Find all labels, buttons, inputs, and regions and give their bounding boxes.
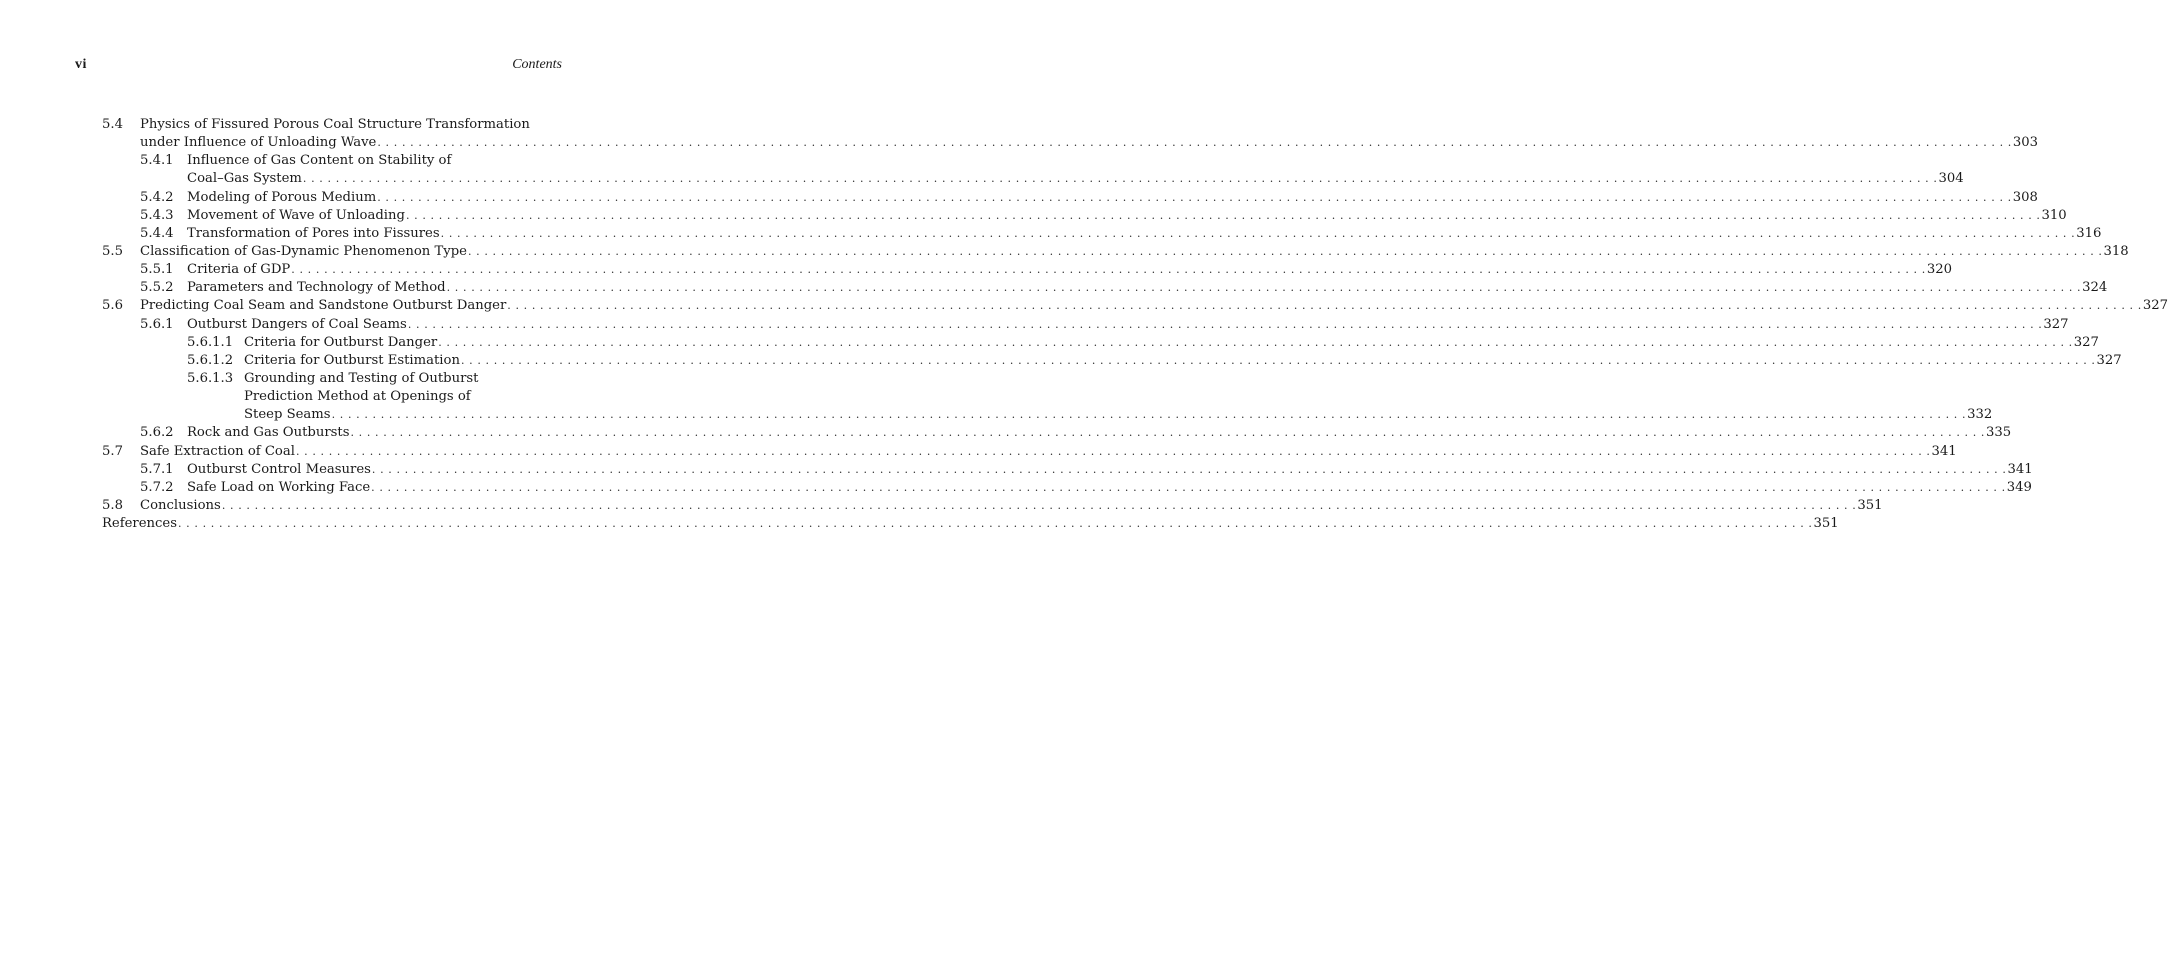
toc-entry-title-line [102, 515, 1839, 533]
toc-entry-title-line [140, 497, 1883, 515]
toc-entry-page: 335 [1986, 425, 2012, 441]
toc-entry-title-line [140, 297, 2168, 315]
toc-entry-title-line [244, 388, 562, 406]
toc-entry-line [102, 497, 1883, 515]
toc-entry-page: 320 [1926, 262, 1953, 278]
toc-entry-line [102, 134, 2039, 152]
toc-entry-line [102, 424, 2012, 442]
toc-entry-title: Predicting Coal Seam and Sandstone Outburst Danger [140, 298, 507, 314]
toc-entry-number: 5.6.1.3 [187, 370, 234, 386]
toc-entry-line [102, 334, 2099, 352]
toc-entry-number: 5.4.1 [140, 153, 174, 169]
toc-entry-line [102, 152, 562, 170]
toc-entry-title-line [187, 461, 2033, 479]
toc-entry-title: Transformation of Pores into Fissures [187, 225, 440, 241]
toc-entry-line [102, 352, 2122, 370]
dot-leader: . . . . . . . . . . . . . . . . . . . . . . . . . . . . . . . . . . . . . . . . . . . . . . . . . . . . . . . . . . . . . . . . . . . . . . . . . . . . . . . . . . . . . . . . . . . . . . . . . . . . . . . . . . . . . . . . . . . . . . . . . . . . . . . . . . . . . . . . . . . . . . . . . . . . . . . . . . . . . . . . . . . . . . . . . . . . . . . . . . . . . . . . . . . . . . . . . . . . . . . . [331, 408, 1967, 422]
toc-entry-title: under Influence of Unloading Wave [140, 135, 377, 151]
toc-entry-title: Criteria for Outburst Estimation [244, 352, 460, 368]
toc-entry-number: 5.5.1 [140, 262, 174, 278]
toc-entry-title: Safe Load on Working Face [187, 479, 371, 495]
dot-leader: . . . . . . . . . . . . . . . . . . . . . . . . . . . . . . . . . . . . . . . . . . . . . . . . . . . . . . . . . . . . . . . . . . . . . . . . . . . . . . . . . . . . . . . . . . . . . . . . . . . . . . . . . . . . . . . . . . . . . . . . . . . . . . . . . . . . . . . . . . . . . . . . . . . . . . . . . . . . . . . . . . . . . . . . . . . . . . . . . . . . . . . . . . . . . . . . . . . . . . . . [467, 244, 2103, 258]
toc-entry-title: Rock and Gas Outbursts [187, 425, 350, 441]
page-folio: vi [75, 57, 87, 72]
toc-entry-title: Steep Seams [244, 407, 331, 423]
toc-entry-line [102, 370, 562, 388]
toc-entry-line [102, 316, 2069, 334]
page-header [75, 57, 562, 77]
toc-entry-title: Modeling of Porous Medium [187, 189, 377, 205]
toc-entry-page: 308 [2012, 189, 2038, 205]
toc-entry-page: 310 [2041, 207, 2067, 223]
toc-entry-number: 5.6.2 [140, 425, 174, 441]
toc-entry-title-line [187, 424, 2012, 442]
toc-entry-number: 5.6 [102, 298, 123, 314]
toc-entry-line [102, 207, 2067, 225]
toc-entry-title: Grounding and Testing of Outburst [244, 370, 479, 386]
dot-leader: . . . . . . . . . . . . . . . . . . . . . . . . . . . . . . . . . . . . . . . . . . . . . . . . . . . . . . . . . . . . . . . . . . . . . . . . . . . . . . . . . . . . . . . . . . . . . . . . . . . . . . . . . . . . . . . . . . . . . . . . . . . . . . . . . . . . . . . . . . . . . . . . . . . . . . . . . . . . . . . . . . . . . . . . . . . . . . . . . . . . . . . . . . . . . . . . . . . . . . . . [507, 299, 2142, 313]
toc-entry-number: 5.4 [102, 117, 123, 132]
dot-leader: . . . . . . . . . . . . . . . . . . . . . . . . . . . . . . . . . . . . . . . . . . . . . . . . . . . . . . . . . . . . . . . . . . . . . . . . . . . . . . . . . . . . . . . . . . . . . . . . . . . . . . . . . . . . . . . . . . . . . . . . . . . . . . . . . . . . . . . . . . . . . . . . . . . . . . . . . . . . . . . . . . . . . . . . . . . . . . . . . . . . . . . . . . . . . . . . . . . . . . . . [440, 226, 2076, 240]
toc-entry-line [102, 170, 1964, 188]
toc-entry-title-line [140, 134, 2039, 152]
dot-leader: . . . . . . . . . . . . . . . . . . . . . . . . . . . . . . . . . . . . . . . . . . . . . . . . . . . . . . . . . . . . . . . . . . . . . . . . . . . . . . . . . . . . . . . . . . . . . . . . . . . . . . . . . . . . . . . . . . . . . . . . . . . . . . . . . . . . . . . . . . . . . . . . . . . . . . . . . . . . . . . . . . . . . . . . . . . . . . . . . . . . . . . . . . . . . . . . . . . . . . . . [350, 426, 1986, 440]
toc-entry-page: 316 [2076, 225, 2102, 241]
toc-entry-number: 5.4.2 [140, 189, 174, 205]
toc-entry-page: 327 [2073, 334, 2099, 350]
toc-entry-title: Movement of Wave of Unloading [187, 207, 405, 223]
toc-entry-line [102, 243, 2129, 261]
toc-entry-number: 5.8 [102, 497, 123, 513]
dot-leader: . . . . . . . . . . . . . . . . . . . . . . . . . . . . . . . . . . . . . . . . . . . . . . . . . . . . . . . . . . . . . . . . . . . . . . . . . . . . . . . . . . . . . . . . . . . . . . . . . . . . . . . . . . . . . . . . . . . . . . . . . . . . . . . . . . . . . . . . . . . . . . . . . . . . . . . . . . . . . . . . . . . . . . . . . . . . . . . . . . . . . . . . . . . . . . . . . . . . . . . . [291, 263, 1926, 277]
dot-leader: . . . . . . . . . . . . . . . . . . . . . . . . . . . . . . . . . . . . . . . . . . . . . . . . . . . . . . . . . . . . . . . . . . . . . . . . . . . . . . . . . . . . . . . . . . . . . . . . . . . . . . . . . . . . . . . . . . . . . . . . . . . . . . . . . . . . . . . . . . . . . . . . . . . . . . . . . . . . . . . . . . . . . . . . . . . . . . . . . . . . . . . . . . . . . . . . . . . . . . . . [221, 498, 1857, 512]
toc-entry-number: 5.7.1 [140, 461, 174, 477]
toc-entry-page: 327 [2096, 352, 2122, 368]
running-head: Contents [512, 57, 562, 72]
toc-entry-title-line [187, 225, 2102, 243]
dot-leader: . . . . . . . . . . . . . . . . . . . . . . . . . . . . . . . . . . . . . . . . . . . . . . . . . . . . . . . . . . . . . . . . . . . . . . . . . . . . . . . . . . . . . . . . . . . . . . . . . . . . . . . . . . . . . . . . . . . . . . . . . . . . . . . . . . . . . . . . . . . . . . . . . . . . . . . . . . . . . . . . . . . . . . . . . . . . . . . . . . . . . . . . . . . . . . . . . . . . . . . . [302, 172, 1938, 186]
toc-entry-page: 332 [1967, 407, 1993, 423]
toc-entry-title: Outburst Dangers of Coal Seams [187, 316, 407, 332]
toc-entry-page: 341 [1931, 443, 1957, 459]
toc-entry-title: Coal–Gas System [187, 171, 302, 187]
toc-entry-page: 351 [1813, 516, 1839, 532]
toc-entry-title-line [140, 243, 2129, 261]
dot-leader: . . . . . . . . . . . . . . . . . . . . . . . . . . . . . . . . . . . . . . . . . . . . . . . . . . . . . . . . . . . . . . . . . . . . . . . . . . . . . . . . . . . . . . . . . . . . . . . . . . . . . . . . . . . . . . . . . . . . . . . . . . . . . . . . . . . . . . . . . . . . . . . . . . . . . . . . . . . . . . . . . . . . . . . . . . . . . . . . . . . . . . . . . . . . . . . . . . . . . . . . [460, 353, 2096, 367]
toc-entry-title-line [140, 443, 1957, 461]
toc-entry-line [102, 189, 2038, 207]
toc-entry-title: Criteria of GDP [187, 262, 291, 278]
dot-leader: . . . . . . . . . . . . . . . . . . . . . . . . . . . . . . . . . . . . . . . . . . . . . . . . . . . . . . . . . . . . . . . . . . . . . . . . . . . . . . . . . . . . . . . . . . . . . . . . . . . . . . . . . . . . . . . . . . . . . . . . . . . . . . . . . . . . . . . . . . . . . . . . . . . . . . . . . . . . . . . . . . . . . . . . . . . . . . . . . . . . . . . . . . . . . . . . . . . . . . . . [446, 281, 2082, 295]
dot-leader: . . . . . . . . . . . . . . . . . . . . . . . . . . . . . . . . . . . . . . . . . . . . . . . . . . . . . . . . . . . . . . . . . . . . . . . . . . . . . . . . . . . . . . . . . . . . . . . . . . . . . . . . . . . . . . . . . . . . . . . . . . . . . . . . . . . . . . . . . . . . . . . . . . . . . . . . . . . . . . . . . . . . . . . . . . . . . . . . . . . . . . . . . . . . . . . . . . . . . . . . [377, 190, 2012, 204]
toc-entry-number: 5.5.2 [140, 280, 174, 296]
toc-entry-title: Outburst Control Measures [187, 461, 371, 477]
toc-entry-line [102, 479, 2032, 497]
toc-entry-title-line [244, 334, 2099, 352]
toc-entry-title: References [102, 516, 177, 532]
toc-entry-title-line [187, 189, 2038, 207]
toc-entry-page: 303 [2012, 135, 2039, 151]
toc-entry-line [102, 388, 562, 406]
toc-entry-line [102, 225, 2102, 243]
toc-entry-number: 5.7 [102, 443, 123, 459]
toc-entry-title: Criteria for Outburst Danger [244, 334, 438, 350]
dot-leader: . . . . . . . . . . . . . . . . . . . . . . . . . . . . . . . . . . . . . . . . . . . . . . . . . . . . . . . . . . . . . . . . . . . . . . . . . . . . . . . . . . . . . . . . . . . . . . . . . . . . . . . . . . . . . . . . . . . . . . . . . . . . . . . . . . . . . . . . . . . . . . . . . . . . . . . . . . . . . . . . . . . . . . . . . . . . . . . . . . . . . . . . . . . . . . . . . . . . . . . . [295, 444, 1931, 458]
toc-entry-line [102, 116, 562, 134]
toc-entry-title-line [244, 352, 2122, 370]
toc-entry-number: 5.6.1.1 [187, 334, 234, 350]
toc-entry-title: Parameters and Technology of Method [187, 280, 446, 296]
dot-leader: . . . . . . . . . . . . . . . . . . . . . . . . . . . . . . . . . . . . . . . . . . . . . . . . . . . . . . . . . . . . . . . . . . . . . . . . . . . . . . . . . . . . . . . . . . . . . . . . . . . . . . . . . . . . . . . . . . . . . . . . . . . . . . . . . . . . . . . . . . . . . . . . . . . . . . . . . . . . . . . . . . . . . . . . . . . . . . . . . . . . . . . . . . . . . . . . . . . . . . . . [405, 208, 2041, 222]
toc-entry-title-line [187, 170, 1964, 188]
toc-entry-page: 304 [1938, 171, 1964, 187]
toc-entry-page: 327 [2043, 316, 2069, 332]
toc-entry-title-line [187, 479, 2032, 497]
toc-entry-number: 5.4.4 [140, 225, 174, 241]
toc-entry-title-line [187, 316, 2069, 334]
toc-entry-line [102, 261, 1953, 279]
toc-entry-line [102, 461, 2033, 479]
dot-leader: . . . . . . . . . . . . . . . . . . . . . . . . . . . . . . . . . . . . . . . . . . . . . . . . . . . . . . . . . . . . . . . . . . . . . . . . . . . . . . . . . . . . . . . . . . . . . . . . . . . . . . . . . . . . . . . . . . . . . . . . . . . . . . . . . . . . . . . . . . . . . . . . . . . . . . . . . . . . . . . . . . . . . . . . . . . . . . . . . . . . . . . . . . . . . . . . . . . . . . . . [438, 335, 2073, 349]
toc-entry-title-line [187, 152, 562, 170]
toc-entry-title-line [187, 207, 2067, 225]
toc-entry-number: 5.6.1.2 [187, 352, 234, 368]
dot-leader: . . . . . . . . . . . . . . . . . . . . . . . . . . . . . . . . . . . . . . . . . . . . . . . . . . . . . . . . . . . . . . . . . . . . . . . . . . . . . . . . . . . . . . . . . . . . . . . . . . . . . . . . . . . . . . . . . . . . . . . . . . . . . . . . . . . . . . . . . . . . . . . . . . . . . . . . . . . . . . . . . . . . . . . . . . . . . . . . . . . . . . . . . . . . . . . . . . . . . . . . [407, 317, 2043, 331]
toc-entry-line [102, 297, 2168, 315]
toc-entry-number: 5.4.3 [140, 207, 174, 223]
toc-entry-title: Physics of Fissured Porous Coal Structure Transformation [140, 117, 530, 132]
toc-entry-line [102, 406, 1993, 424]
toc-entry-number: 5.5 [102, 243, 123, 259]
toc-entry-number: 5.6.1 [140, 316, 174, 332]
dot-leader: . . . . . . . . . . . . . . . . . . . . . . . . . . . . . . . . . . . . . . . . . . . . . . . . . . . . . . . . . . . . . . . . . . . . . . . . . . . . . . . . . . . . . . . . . . . . . . . . . . . . . . . . . . . . . . . . . . . . . . . . . . . . . . . . . . . . . . . . . . . . . . . . . . . . . . . . . . . . . . . . . . . . . . . . . . . . . . . . . . . . . . . . . . . . . . . . . . . . . . . . [377, 136, 2012, 150]
toc-entry-page: 327 [2142, 298, 2168, 314]
toc-entry-page: 324 [2082, 280, 2108, 296]
toc-entry-line [102, 515, 1839, 533]
toc-entry-title: Classification of Gas-Dynamic Phenomenon Type [140, 243, 467, 259]
toc-entry-line [102, 443, 1957, 461]
toc-entry-title-line [140, 116, 562, 134]
toc-entry-title-line [244, 406, 1993, 424]
toc-entry-page: 349 [2006, 479, 2032, 495]
toc-entry-number: 5.7.2 [140, 479, 174, 495]
toc-entry-title: Prediction Method at Openings of [244, 389, 471, 405]
toc-entry-title: Influence of Gas Content on Stability of [187, 153, 452, 169]
table-of-contents [102, 116, 2168, 533]
dot-leader: . . . . . . . . . . . . . . . . . . . . . . . . . . . . . . . . . . . . . . . . . . . . . . . . . . . . . . . . . . . . . . . . . . . . . . . . . . . . . . . . . . . . . . . . . . . . . . . . . . . . . . . . . . . . . . . . . . . . . . . . . . . . . . . . . . . . . . . . . . . . . . . . . . . . . . . . . . . . . . . . . . . . . . . . . . . . . . . . . . . . . . . . . . . . . . . . . . . . . . . . [371, 480, 2006, 494]
toc-entry-line [102, 279, 2108, 297]
dot-leader: . . . . . . . . . . . . . . . . . . . . . . . . . . . . . . . . . . . . . . . . . . . . . . . . . . . . . . . . . . . . . . . . . . . . . . . . . . . . . . . . . . . . . . . . . . . . . . . . . . . . . . . . . . . . . . . . . . . . . . . . . . . . . . . . . . . . . . . . . . . . . . . . . . . . . . . . . . . . . . . . . . . . . . . . . . . . . . . . . . . . . . . . . . . . . . . . . . . . . . . . [177, 517, 1813, 531]
toc-entry-page: 318 [2103, 243, 2129, 259]
toc-entry-title-line [244, 370, 562, 388]
dot-leader: . . . . . . . . . . . . . . . . . . . . . . . . . . . . . . . . . . . . . . . . . . . . . . . . . . . . . . . . . . . . . . . . . . . . . . . . . . . . . . . . . . . . . . . . . . . . . . . . . . . . . . . . . . . . . . . . . . . . . . . . . . . . . . . . . . . . . . . . . . . . . . . . . . . . . . . . . . . . . . . . . . . . . . . . . . . . . . . . . . . . . . . . . . . . . . . . . . . . . . . . [371, 462, 2007, 476]
toc-entry-page: 341 [2007, 461, 2033, 477]
toc-entry-title: Conclusions [140, 497, 221, 513]
toc-entry-title-line [187, 261, 1953, 279]
toc-entry-title: Safe Extraction of Coal [140, 443, 295, 459]
toc-entry-page: 351 [1857, 497, 1883, 513]
toc-entry-title-line [187, 279, 2108, 297]
